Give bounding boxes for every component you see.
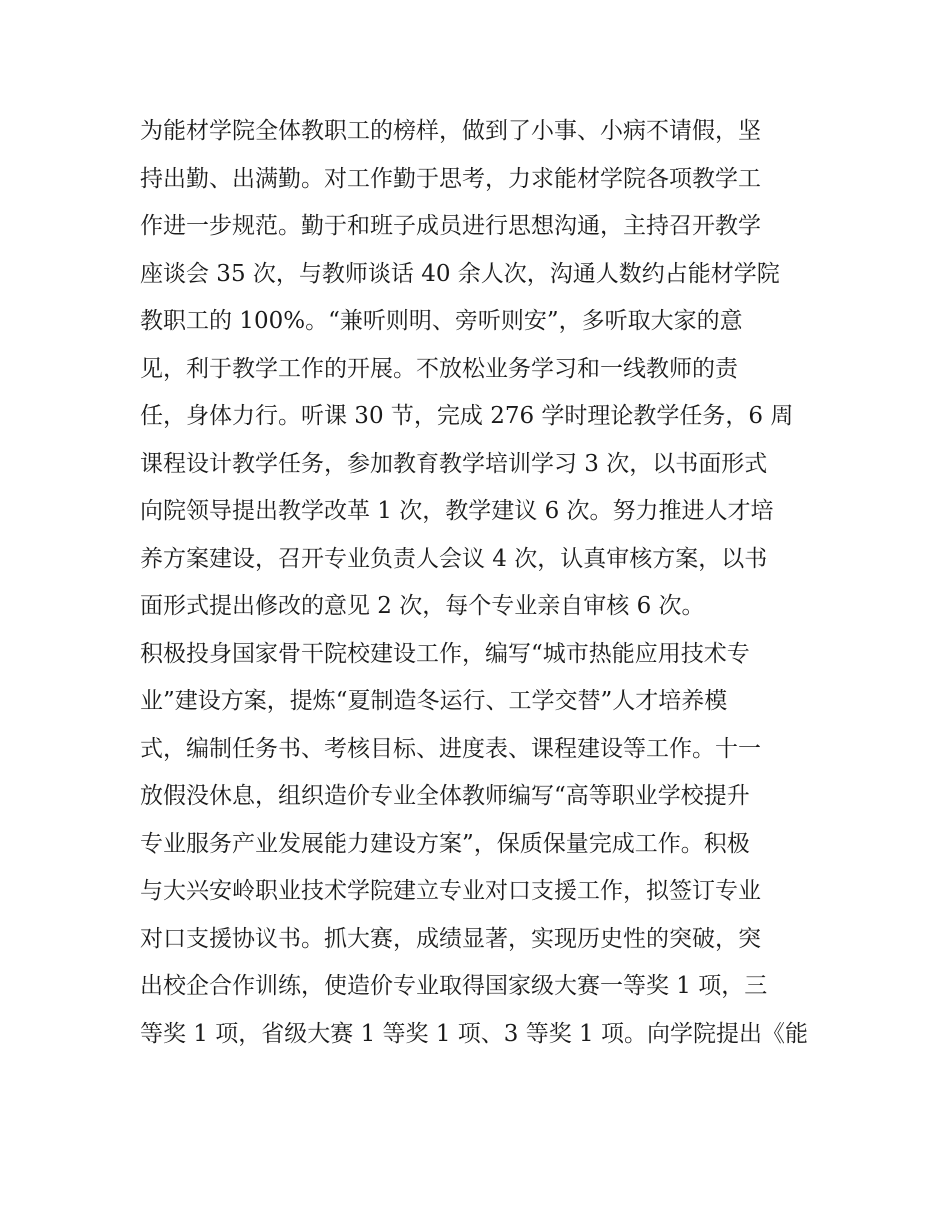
text-line: 放假没休息，组织造价专业全体教师编写“高等职业学校提升 <box>140 783 750 809</box>
body-text <box>140 108 820 1058</box>
text-line: 与大兴安岭职业技术学院建立专业对口支援工作，拟签订专业 <box>140 878 761 904</box>
text-line: 座谈会 35 次，与教师谈话 40 余人次，沟通人数约占能材学院 <box>140 260 780 287</box>
text-line: 持出勤、出满勤。对工作勤于思考，力求能材学院各项教学工 <box>140 165 761 192</box>
text-line: 任，身体力行。听课 30 节，完成 276 学时理论教学任务，6 周 <box>140 403 794 429</box>
text-line: 作进一步规范。勤于和班子成员进行思想沟通，主持召开教学 <box>140 213 761 239</box>
text-line: 教职工的 100%。“兼听则明、旁听则安”，多听取大家的意 <box>140 308 743 334</box>
text-line: 业”建设方案，提炼“夏制造冬运行、工学交替”人才培养模 <box>140 688 728 714</box>
text-line: 等奖 1 项，省级大赛 1 等奖 1 项、3 等奖 1 项。向学院提出《能 <box>140 1020 808 1047</box>
text-line: 积极投身国家骨干院校建设工作，编写“城市热能应用技术专 <box>140 640 750 667</box>
text-line: 式，编制任务书、考核目标、进度表、课程建设等工作。十一 <box>140 735 761 762</box>
text-line: 专业服务产业发展能力建设方案”，保质保量完成工作。积极 <box>140 830 750 857</box>
text-line: 向院领导提出教学改革 1 次，教学建议 6 次。努力推进人才培 <box>140 498 774 524</box>
text-line: 见，利于教学工作的开展。不放松业务学习和一线教师的责 <box>140 355 738 382</box>
text-line: 对口支援协议书。抓大赛，成绩显著，实现历史性的突破，突 <box>140 925 761 952</box>
text-line: 为能材学院全体教职工的榜样，做到了小事、小病不请假，坚 <box>140 118 761 144</box>
text-line: 课程设计教学任务，参加教育教学培训学习 3 次，以书面形式 <box>140 450 768 477</box>
text-line: 出校企合作训练，使造价专业取得国家级大赛一等奖 1 项，三 <box>140 973 768 999</box>
text-line: 养方案建设，召开专业负责人会议 4 次，认真审核方案，以书 <box>140 545 768 572</box>
text-line: 面形式提出修改的意见 2 次，每个专业亲自审核 6 次。 <box>140 593 705 619</box>
